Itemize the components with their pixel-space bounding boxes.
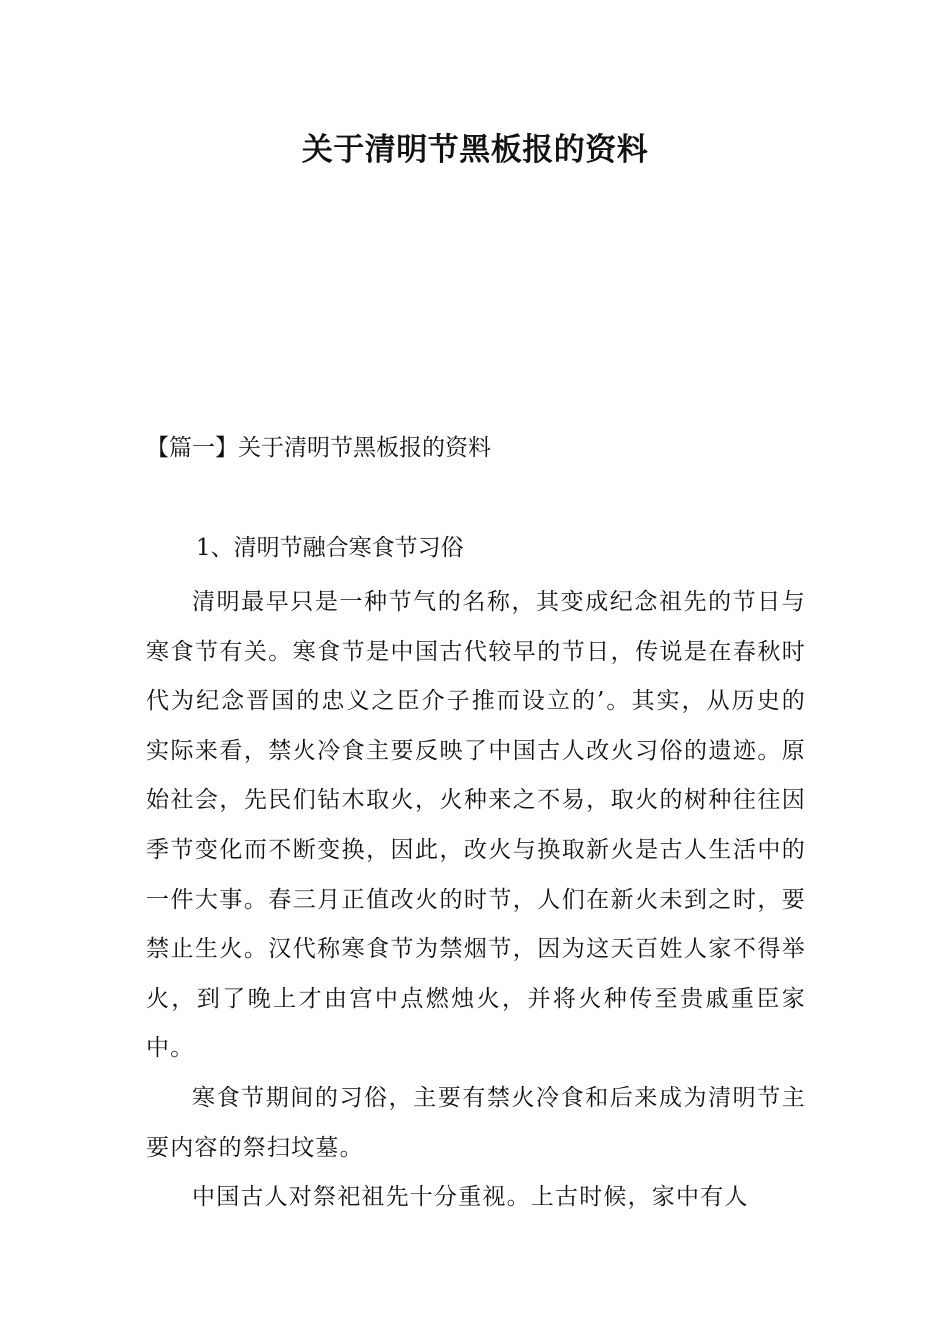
paragraph: 寒食节期间的习俗，主要有禁火冷食和后来成为清明节主要内容的祭扫坟墓。 xyxy=(146,1084,806,1161)
item-heading: 1、清明节融合寒食节习俗 xyxy=(196,535,464,561)
paragraph: 清明最早只是一种节气的名称，其变成纪念祖先的节日与寒食节有关。寒食节是中国古代较早的节日，传说是在春秋时代为纪念晋国的忠义之臣介子推而设立的’。其实，从历史的实际来看，禁火冷食主要反映了中国古人改火习俗的遗迹。原始社会，先民们钻木取火，火种来之不易，取火的树种往往因季节变化而不断变换，因此，改火与换取新火是古人生活中的一件大事。春三月正值改火的时节，人们在新火未到之时，要禁止生火。汉代称寒食节为禁烟节，因为这天百姓人家不得举火，到了晚上才由宫中点燃烛火，并将火种传至贵戚重臣家中。 xyxy=(146,589,806,1062)
paragraph: 中国古人对祭祀祖先十分重视。上古时候，家中有人 xyxy=(192,1184,749,1211)
body-text xyxy=(146,578,806,1223)
section-heading: 【篇一】关于清明节黑板报的资料 xyxy=(146,435,491,461)
document-title: 关于清明节黑板报的资料 xyxy=(301,132,649,168)
